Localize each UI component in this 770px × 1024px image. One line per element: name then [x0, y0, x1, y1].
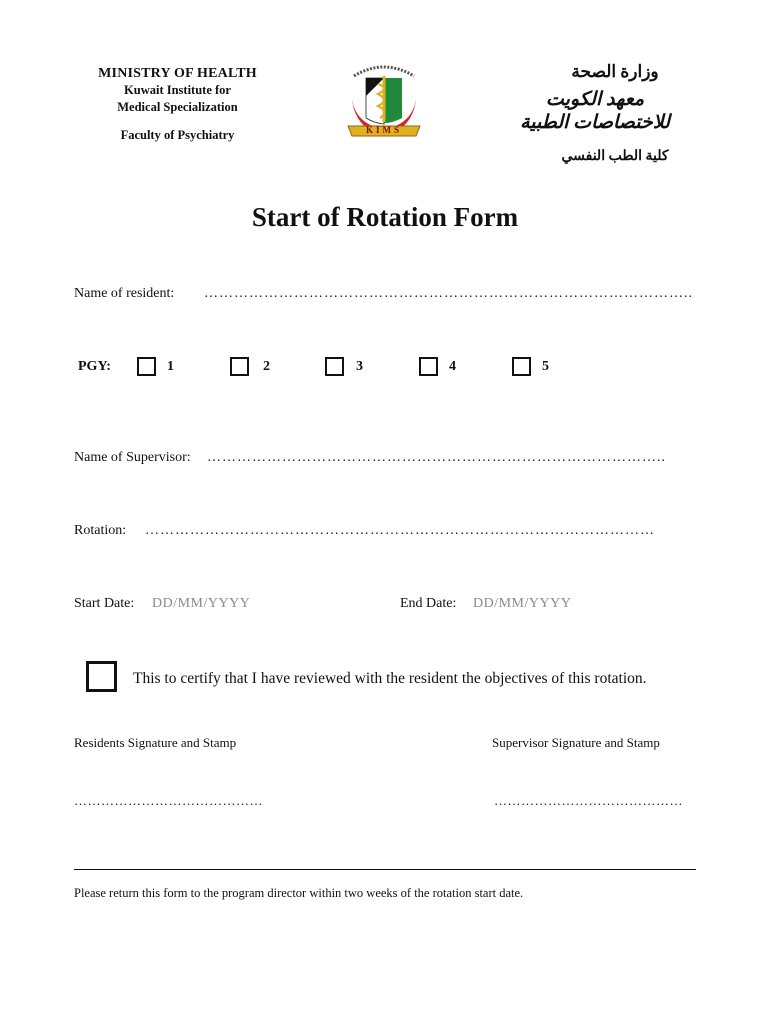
faculty-name: Faculty of Psychiatry: [120, 128, 235, 142]
supervisor-name-field[interactable]: ………………………………………………………………………………..: [207, 450, 666, 465]
certify-text: This to certify that I have reviewed with the resident the objectives of this rotation.: [133, 670, 647, 687]
pgy-1-checkbox[interactable]: [137, 357, 156, 376]
resident-name-label: Name of resident:: [74, 286, 175, 301]
pgy-4-label: 4: [449, 359, 456, 374]
institute-line-1: Kuwait Institute for: [124, 83, 231, 97]
arabic-institute: معهد الكويت للاختصاصات الطبية: [520, 89, 670, 133]
resident-signature-label: Residents Signature and Stamp: [74, 735, 237, 750]
ministry-name: MINISTRY OF HEALTH: [98, 66, 257, 81]
header-english: [90, 66, 265, 143]
pgy-3-label: 3: [356, 359, 363, 374]
supervisor-name-label: Name of Supervisor:: [74, 450, 191, 465]
rotation-label: Rotation:: [74, 523, 127, 538]
header-arabic: [500, 62, 690, 165]
footer-divider: [74, 869, 696, 870]
arabic-faculty: كلية الطب النفسي: [561, 149, 669, 164]
logo-text: KIMS: [365, 125, 402, 135]
end-date-label: End Date:: [400, 596, 457, 611]
start-date-field[interactable]: DD/MM/YYYY: [152, 596, 251, 611]
footer-note: Please return this form to the program director within two weeks of the rotation start date.: [74, 886, 524, 900]
pgy-5-label: 5: [542, 359, 549, 374]
supervisor-signature-field[interactable]: ……………………………………: [494, 793, 683, 808]
start-date-label: Start Date:: [74, 596, 135, 611]
arabic-ministry: وزارة الصحة: [571, 62, 659, 81]
pgy-4-checkbox[interactable]: [419, 357, 438, 376]
supervisor-signature-label: Supervisor Signature and Stamp: [492, 735, 660, 750]
pgy-2-checkbox[interactable]: [230, 357, 249, 376]
kims-logo: [342, 56, 426, 146]
pgy-2-label: 2: [263, 359, 270, 374]
pgy-label: PGY:: [78, 359, 111, 374]
resident-name-field[interactable]: ……………………………………………………………………………………..: [204, 286, 693, 301]
certify-checkbox[interactable]: [86, 661, 117, 692]
end-date-field[interactable]: DD/MM/YYYY: [473, 596, 572, 611]
institute-line-2: Medical Specialization: [117, 100, 238, 114]
pgy-1-label: 1: [167, 359, 174, 374]
resident-signature-field[interactable]: ……………………………………: [74, 793, 263, 808]
pgy-3-checkbox[interactable]: [325, 357, 344, 376]
rotation-field[interactable]: …………………………………………………………………………………………: [145, 523, 655, 538]
form-title: Start of Rotation Form: [251, 202, 519, 232]
pgy-5-checkbox[interactable]: [512, 357, 531, 376]
